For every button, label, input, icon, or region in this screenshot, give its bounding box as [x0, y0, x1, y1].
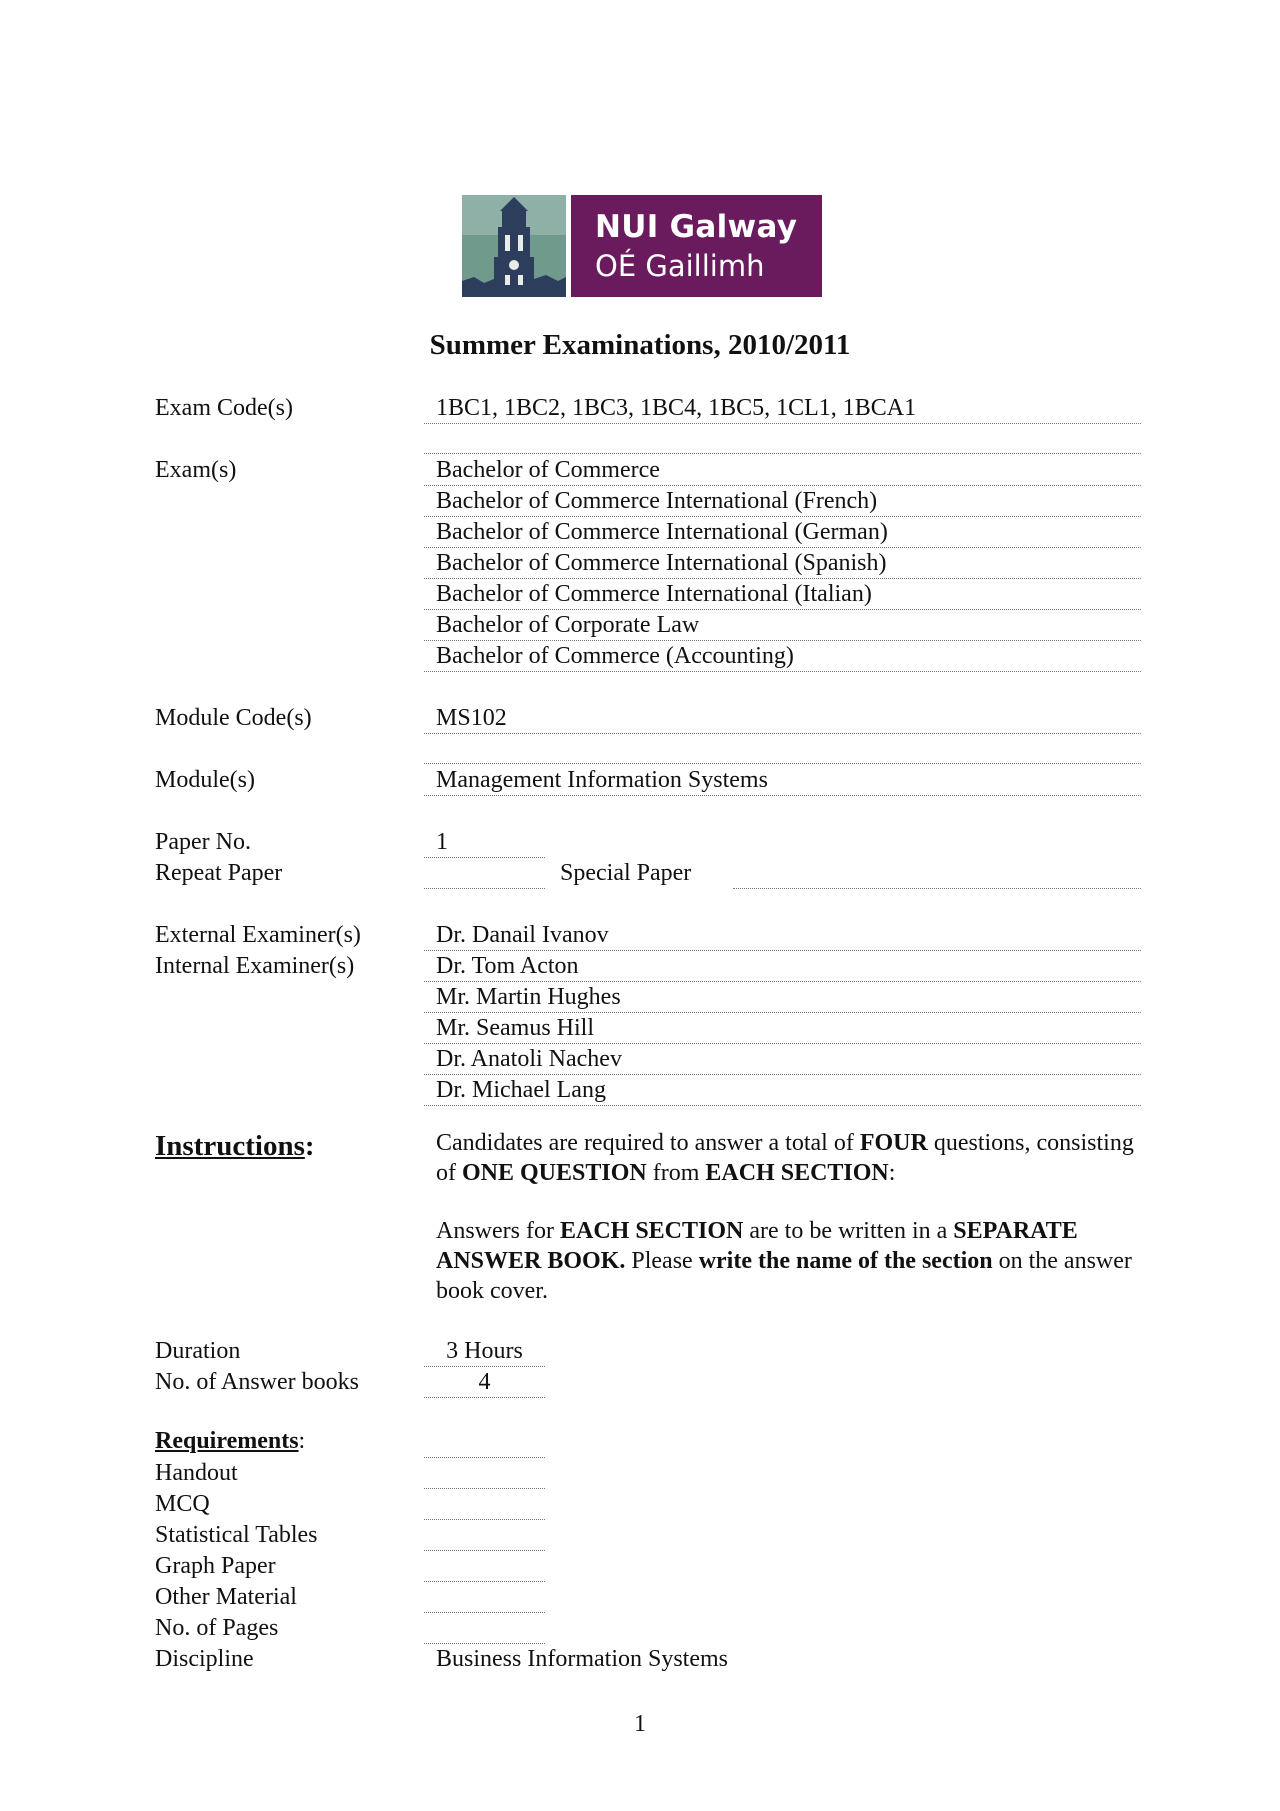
answer-books-label: No. of Answer books: [155, 1369, 359, 1395]
field-line: [424, 671, 1141, 672]
other-material-label: Other Material: [155, 1584, 297, 1610]
exam-item: Bachelor of Corporate Law: [436, 612, 700, 638]
internal-examiner-item: Mr. Seamus Hill: [436, 1015, 595, 1041]
graph-paper-label: Graph Paper: [155, 1553, 276, 1579]
duration-label: Duration: [155, 1338, 241, 1364]
field-line: [424, 950, 1141, 951]
exam-item: Bachelor of Commerce (Accounting): [436, 643, 794, 669]
exam-codes-value: 1BC1, 1BC2, 1BC3, 1BC4, 1BC5, 1CL1, 1BCA1: [436, 395, 917, 421]
page-title: Summer Examinations, 2010/2011: [429, 329, 851, 361]
module-codes-value: MS102: [436, 705, 507, 731]
field-line: [424, 763, 1141, 764]
repeat-paper-label: Repeat Paper: [155, 860, 283, 886]
internal-examiners-label: Internal Examiner(s): [155, 953, 355, 979]
field-line: [424, 609, 1141, 610]
module-codes-label: Module Code(s): [155, 705, 312, 731]
modules-label: Module(s): [155, 767, 255, 793]
field-line: [424, 1519, 545, 1520]
logo-name-english: NUI Galway: [595, 209, 798, 245]
field-line: [424, 1105, 1141, 1106]
field-line: [424, 888, 545, 889]
field-line: [424, 578, 1141, 579]
field-line: [424, 1612, 545, 1613]
field-line: [424, 795, 1141, 796]
field-line: [424, 1043, 1141, 1044]
field-line: [424, 1581, 545, 1582]
page-number: 1: [634, 1711, 646, 1737]
duration-value: 3 Hours: [446, 1338, 523, 1364]
field-line: [424, 1397, 545, 1398]
external-examiner-value: Dr. Danail Ivanov: [436, 922, 609, 948]
exam-item: Bachelor of Commerce International (Italian): [436, 581, 872, 607]
handout-label: Handout: [155, 1460, 238, 1486]
internal-examiner-item: Mr. Martin Hughes: [436, 984, 621, 1010]
instructions-heading: Instructions:: [155, 1130, 315, 1162]
field-line: [424, 1643, 545, 1644]
field-line: [424, 423, 1141, 424]
special-paper-label: Special Paper: [560, 860, 692, 886]
exam-codes-label: Exam Code(s): [155, 395, 293, 421]
field-line: [424, 1366, 545, 1367]
exam-item: Bachelor of Commerce International (Spanish): [436, 550, 887, 576]
instructions-paragraph-2: Answers for EACH SECTION are to be written in a SEPARATE ANSWER BOOK. Please write the name of the section on the answer book cover.: [436, 1218, 1132, 1304]
field-line: [424, 857, 545, 858]
field-line: [424, 640, 1141, 641]
instructions-paragraph-1: Candidates are required to answer a total of FOUR questions, consisting of ONE QUESTION from EACH SECTION:: [436, 1130, 1134, 1186]
internal-examiner-item: Dr. Michael Lang: [436, 1077, 606, 1103]
field-line: [424, 1457, 545, 1458]
discipline-label: Discipline: [155, 1646, 254, 1672]
exam-item: Bachelor of Commerce International (German): [436, 519, 888, 545]
field-line: [733, 888, 1141, 889]
modules-value: Management Information Systems: [436, 767, 768, 793]
field-line: [424, 1488, 545, 1489]
mcq-label: MCQ: [155, 1491, 210, 1517]
exam-item: Bachelor of Commerce International (French): [436, 488, 878, 514]
internal-examiner-item: Dr. Tom Acton: [436, 953, 579, 979]
field-line: [424, 981, 1141, 982]
field-line: [424, 516, 1141, 517]
external-examiners-label: External Examiner(s): [155, 922, 361, 948]
field-line: [424, 453, 1141, 454]
logo-panel: [571, 195, 822, 297]
no-of-pages-label: No. of Pages: [155, 1615, 279, 1641]
field-line: [424, 547, 1141, 548]
field-line: [424, 1012, 1141, 1013]
internal-examiner-item: Dr. Anatoli Nachev: [436, 1046, 622, 1072]
discipline-value: Business Information Systems: [436, 1646, 728, 1672]
exams-label: Exam(s): [155, 457, 237, 483]
university-logo: [462, 195, 822, 297]
field-line: [424, 1074, 1141, 1075]
field-line: [424, 485, 1141, 486]
field-line: [424, 733, 1141, 734]
field-line: [424, 1550, 545, 1551]
tower-icon: [462, 195, 566, 297]
requirements-heading: Requirements:: [155, 1428, 306, 1454]
statistical-tables-label: Statistical Tables: [155, 1522, 318, 1548]
paper-no-label: Paper No.: [155, 829, 251, 855]
logo-name-irish: OÉ Gaillimh: [595, 249, 765, 283]
answer-books-value: 4: [478, 1369, 491, 1395]
exam-item: Bachelor of Commerce: [436, 457, 660, 483]
paper-no-value: 1: [436, 829, 448, 855]
